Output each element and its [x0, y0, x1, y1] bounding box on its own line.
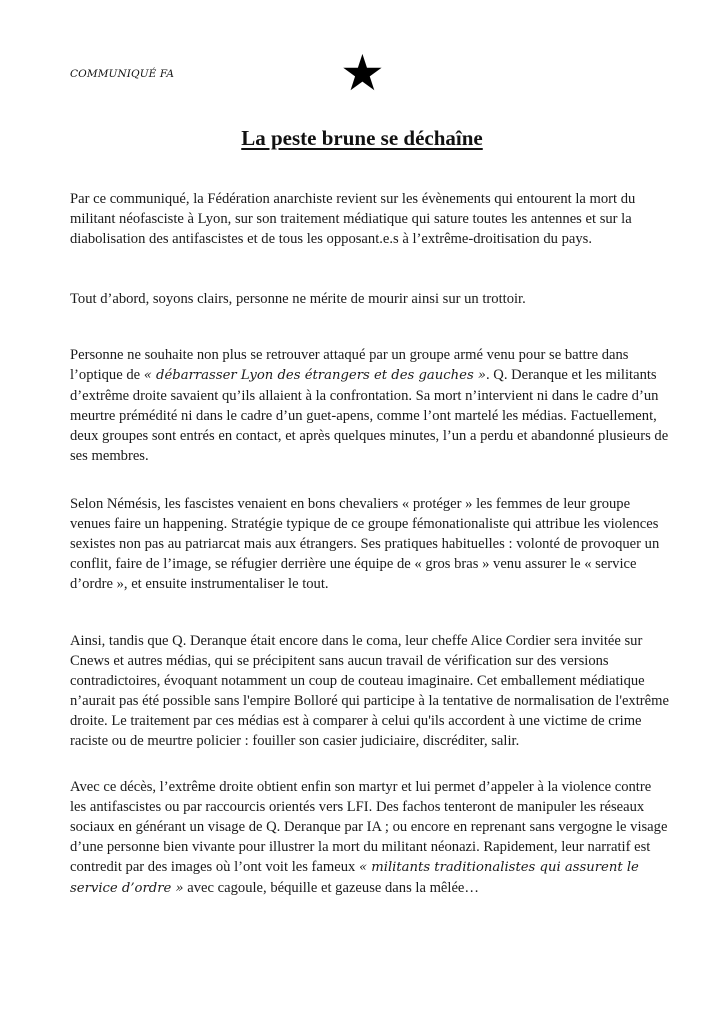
paragraph-text: Ainsi, tandis que Q. Deranque était encore dans le coma, leur cheffe Alice Cordier sera invitée sur Cnews et autres médias, qui se précipitent sans aucun travail de vérification sur des versions contradictoires, évoquant notamment un coup de couteau imaginaire. Cet emballement médiatique n’aurait pas été possible sans l'empire Bolloré qui participe à la tentative de normalisation de l'extrême droite. Le traitement par ces médias est à comparer à celui qu'ils accordent à une victime de crime raciste ou de meurtre policier : fouiller son casier judiciaire, discréditer, salir. — [70, 633, 669, 749]
star-icon: ★ — [340, 45, 385, 101]
paragraph-text: Tout d’abord, soyons clairs, personne ne mérite de mourir ainsi sur un trottoir. — [70, 291, 526, 307]
paragraph-statement — [70, 289, 670, 309]
paragraph-confrontation — [70, 345, 670, 466]
paragraph-intro — [70, 189, 670, 249]
document-title: La peste brune se déchaîne — [241, 126, 483, 150]
header-label: COMMUNIQUÉ FA — [70, 68, 175, 80]
paragraph-text: Par ce communiqué, la Fédération anarchiste revient sur les évènements qui entourent la mort du militant néofasciste à Lyon, sur son traitement médiatique qui sature toutes les antennes et sur la diabolisation des antifascistes et de tous les opposant.e.s à l’extrême-droitisation du pays. — [70, 191, 636, 247]
paragraph-text: Selon Némésis, les fascistes venaient en bons chevaliers « protéger » les femmes de leur groupe venues faire un happening. Stratégie typique de ce groupe fémonationaliste qui attribue les violences sexistes non pas au patriarcat mais aux étrangers. Ses pratiques habituelles : volonté de provoquer un conflit, faire de l’image, se réfugier derrière une équipe de « gros bras » venu assurer le « service d’ordre », et ensuite instrumentaliser le tout. — [70, 496, 660, 592]
paragraph-text: . Q. Deranque et les militants d’extrême droite savaient qu’ils allaient à la confrontation. Sa mort n’intervient ni dans le cadre d’un meurtre prémédité ni dans le cadre d’un guet-apens, comme l’ont martelé les médias. Factuellement, deux groupes sont entrés en contact, et après quelques minutes, l’un a perdu et abandonné plusieurs de ses membres. — [70, 367, 669, 464]
paragraph-text: Avec ce décès, l’extrême droite obtient enfin son martyr et lui permet d’appeler à la violence contre les antifascistes ou par raccourcis orientés vers LFI. Des fachos tenteront de manipuler les réseaux sociaux en générant un visage de Q. Deranque par IA ; ou encore en reprenant sans vergogne le visage d’une personne bien vivante pour illustrer la mort du militant néonazi. Rapidement, leur narratif est contredit par des images où l’ont voit les fameux — [70, 779, 668, 875]
paragraph-nemesis — [70, 494, 670, 594]
paragraph-media — [70, 631, 670, 751]
paragraph-text: avec cagoule, béquille et gazeuse dans la mêlée… — [183, 880, 480, 896]
quote-italic: « débarrasser Lyon des étrangers et des gauches » — [143, 368, 486, 383]
paragraph-text: Personne ne souhaite non plus se retrouver attaqué par un groupe armé venu pour se battre dans l’optique de — [70, 347, 629, 383]
paragraph-martyr — [70, 777, 670, 899]
quote-italic: « militants traditionalistes qui assurent le service d’ordre » — [70, 860, 639, 896]
